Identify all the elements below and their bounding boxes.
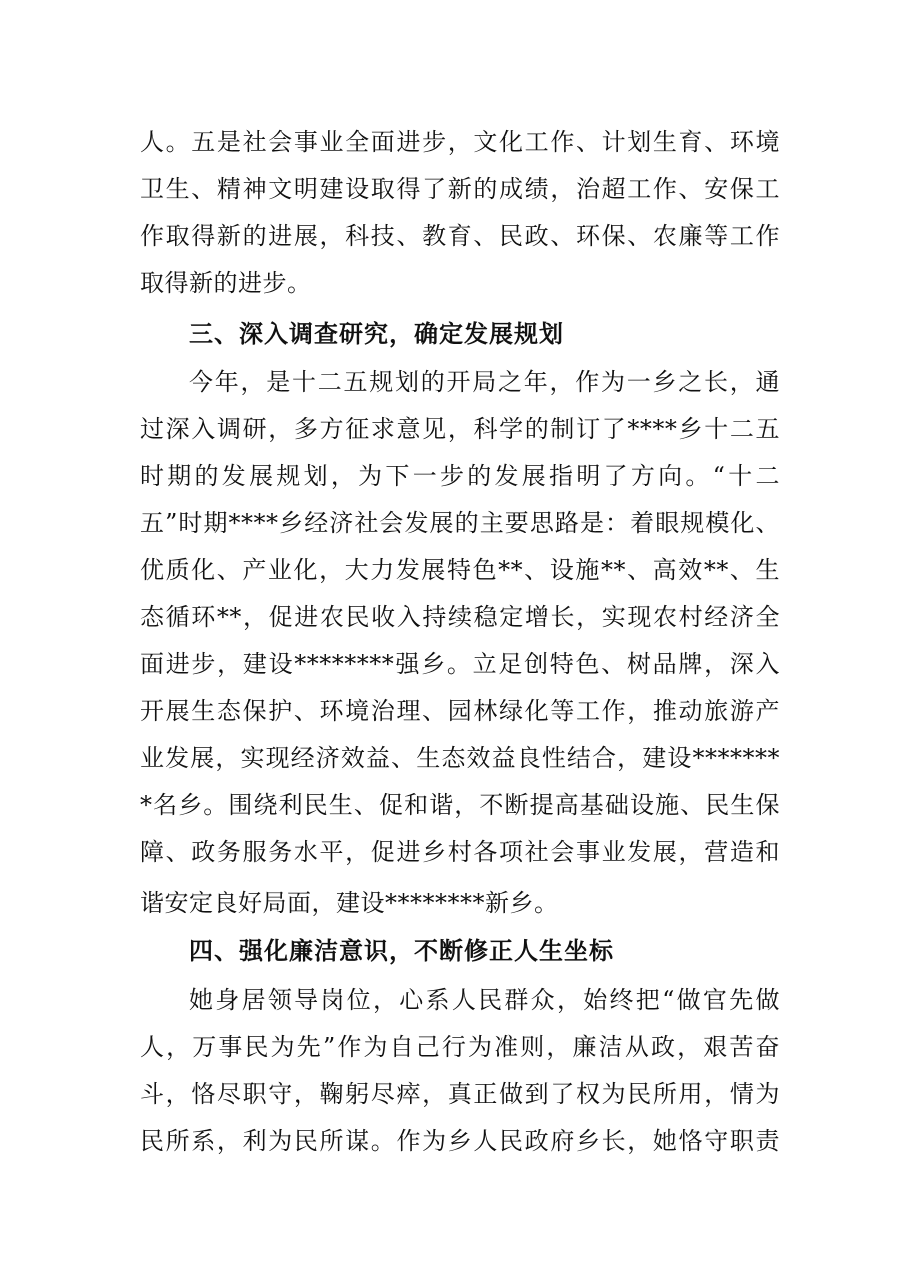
paragraph-2-line-1: 今年，是十二五规划的开局之年，作为一乡之长，通: [189, 368, 780, 396]
paragraph-2-line-5: 优质化、产业化，大力发展特色**、设施**、高效**、生: [140, 556, 780, 584]
section-heading-3: 三、深入调查研究，确定发展规划: [189, 320, 564, 348]
paragraph-3-line-1: 她身居领导岗位，心系人民群众，始终把“做官先做: [189, 986, 780, 1014]
section-heading-4: 四、强化廉洁意识，不断修正人生坐标: [189, 937, 614, 965]
paragraph-2-line-7: 面进步，建设********强乡。立足创特色、树品牌，深入: [140, 650, 780, 678]
paragraph-3-line-4: 民所系，利为民所谋。作为乡人民政府乡长，她恪守职责: [140, 1127, 780, 1155]
paragraph-2-line-3: 时期的发展规划，为下一步的发展指明了方向。“十二: [140, 462, 780, 490]
paragraph-1-line-2: 卫生、精神文明建设取得了新的成绩，治超工作、安保工: [140, 175, 780, 203]
paragraph-2-line-8: 开展生态保护、环境治理、园林绿化等工作，推动旅游产: [140, 697, 780, 725]
paragraph-1-line-1: 人。五是社会事业全面进步，文化工作、计划生育、环境: [140, 128, 780, 156]
paragraph-2-line-2: 过深入调研，多方征求意见，科学的制订了****乡十二五: [140, 415, 780, 443]
paragraph-1-line-3: 作取得新的进展，科技、教育、民政、环保、农廉等工作: [140, 222, 780, 250]
paragraph-1-line-4: 取得新的进步。: [140, 269, 312, 297]
paragraph-2-line-12: 谐安定良好局面，建设********新乡。: [140, 889, 559, 917]
paragraph-2-line-11: 障、政务服务水平，促进乡村各项社会事业发展，营造和: [140, 838, 780, 866]
paragraph-2-line-6: 态循环**，促进农民收入持续稳定增长，实现农村经济全: [140, 603, 780, 631]
paragraph-2-line-10: *名乡。围绕利民生、促和谐，不断提高基础设施、民生保: [140, 791, 780, 819]
paragraph-3-line-2: 人，万事民为先”作为自己行为准则，廉洁从政，艰苦奋: [140, 1033, 780, 1061]
paragraph-2-line-9: 业发展，实现经济效益、生态效益良性结合，建设*******: [140, 744, 780, 772]
paragraph-2-line-4: 五”时期****乡经济社会发展的主要思路是：着眼规模化、: [140, 509, 780, 537]
paragraph-3-line-3: 斗，恪尽职守，鞠躬尽瘁，真正做到了权为民所用，情为: [140, 1080, 780, 1108]
